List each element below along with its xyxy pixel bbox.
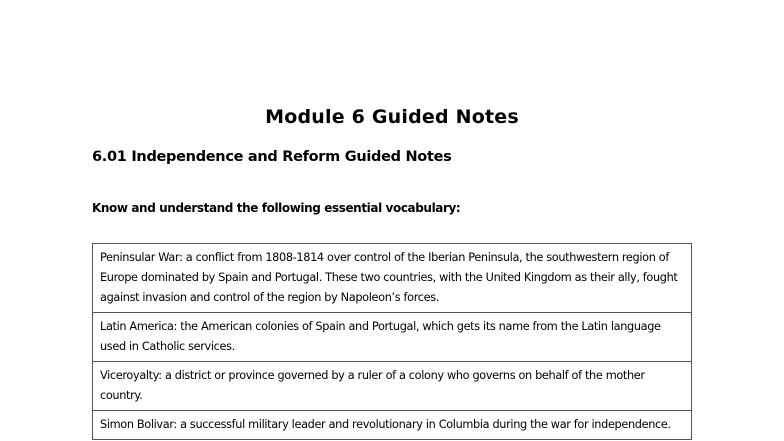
table-row (93, 411, 692, 440)
vocabulary-instruction: Know and understand the following essential vocabulary: (92, 201, 461, 215)
section-heading: 6.01 Independence and Reform Guided Notes (92, 149, 452, 165)
page-title: Module 6 Guided Notes (265, 106, 519, 128)
vocabulary-entry: Latin America: the American colonies of Spain and Portugal, which gets its name from the Latin language used in Catholic services. (93, 313, 692, 362)
vocabulary-table (92, 243, 692, 440)
vocabulary-entry: Simon Bolivar: a successful military leader and revolutionary in Columbia during the war for independence. (93, 411, 692, 440)
table-row (93, 362, 692, 411)
vocabulary-entry: Peninsular War: a conflict from 1808-1814 over control of the Iberian Peninsula, the southwestern region of Europe dominated by Spain and Portugal. These two countries, with the United Kingdom as their ally, fought against invasion and control of the region by Napoleon’s forces. (93, 244, 692, 313)
vocabulary-entry: Viceroyalty: a district or province governed by a ruler of a colony who governs on behalf of the mother country. (93, 362, 692, 411)
table-row (93, 313, 692, 362)
table-row (93, 244, 692, 313)
